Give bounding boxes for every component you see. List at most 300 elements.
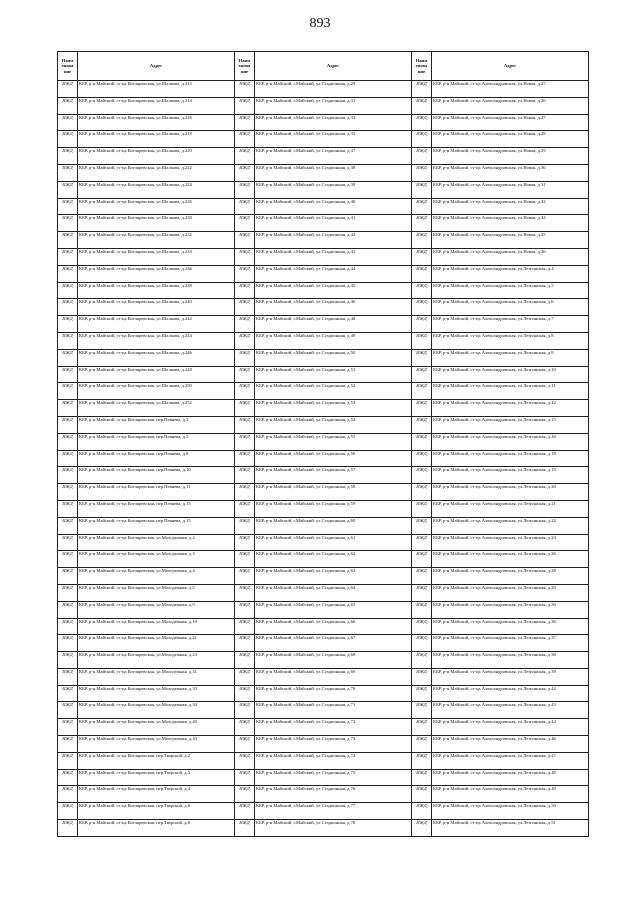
address-cell: КБР, р-н Майский, ст-ца Котляревская, ул.Шалкова, д.218 [78, 131, 235, 148]
address-cell: КБР, р-н Майский, ст-ца Александровская, ул.Лезгинская, д.20 [432, 484, 589, 501]
building-type-cell: ИЖД [235, 500, 255, 517]
building-type-cell: ИЖД [235, 416, 255, 433]
table-row [58, 719, 589, 736]
address-cell: КБР, р-н Майский, г.Майский, ул.Стадионная, д.64 [255, 584, 412, 601]
address-cell: КБР, р-н Майский, ст-ца Александровская, ул.Новая, д.28 [432, 131, 589, 148]
address-register-table [57, 51, 589, 837]
table-row [58, 181, 589, 198]
address-cell: КБР, р-н Майский, ст-ца Котляревская, ул.Шалкова, д.234 [78, 248, 235, 265]
building-type-cell: ИЖД [58, 433, 78, 450]
address-cell: КБР, р-н Майский, г.Майский, ул.Стадионная, д.67 [255, 635, 412, 652]
address-cell: КБР, р-н Майский, ст-ца Александровская, ул.Лезгинская, д.23 [432, 534, 589, 551]
table-row [58, 685, 589, 702]
building-type-cell: ИЖД [235, 349, 255, 366]
address-cell: КБР, р-н Майский, ст-ца Александровская, ул.Лезгинская, д.46 [432, 736, 589, 753]
address-cell: КБР, р-н Майский, ст-ца Александровская, ул.Новая, д.36 [432, 248, 589, 265]
table-header-row [58, 52, 589, 81]
building-type-cell: ИЖД [235, 702, 255, 719]
building-type-cell: ИЖД [58, 366, 78, 383]
building-type-cell: ИЖД [412, 164, 432, 181]
building-type-cell: ИЖД [412, 752, 432, 769]
address-cell: КБР, р-н Майский, ст-ца Котляревская, ул.Шалкова, д.252 [78, 400, 235, 417]
building-type-cell: ИЖД [412, 131, 432, 148]
address-cell: КБР, р-н Майский, ст-ца Александровская, ул.Лезгинская, д.10 [432, 366, 589, 383]
address-cell: КБР, р-н Майский, ст-ца Александровская, ул.Лезгинская, д.19 [432, 467, 589, 484]
address-cell: КБР, р-н Майский, г.Майский, ул.Стадионная, д.33 [255, 114, 412, 131]
building-type-cell: ИЖД [235, 484, 255, 501]
building-type-cell: ИЖД [412, 551, 432, 568]
table-row [58, 299, 589, 316]
building-type-cell: ИЖД [235, 265, 255, 282]
address-cell: КБР, р-н Майский, ст-ца Котляревская, ул.Шалкова, д.250 [78, 383, 235, 400]
address-cell: КБР, р-н Майский, ст-ца Котляревская, ул.Шалкова, д.244 [78, 332, 235, 349]
address-cell: КБР, р-н Майский, ст-ца Котляревская, ул.Шалкова, д.214 [78, 97, 235, 114]
address-cell: КБР, р-н Майский, ст-ца Котляревская, ул.Шалкова, д.222 [78, 164, 235, 181]
building-type-cell: ИЖД [235, 601, 255, 618]
building-type-cell: ИЖД [412, 484, 432, 501]
building-type-cell: ИЖД [58, 618, 78, 635]
address-cell: КБР, р-н Майский, ст-ца Александровская, ул.Лезгинская, д.28 [432, 568, 589, 585]
address-cell: КБР, р-н Майский, ст-ца Котляревская, пер.Тверской, д.8 [78, 820, 235, 837]
building-type-cell: ИЖД [235, 820, 255, 837]
address-cell: КБР, р-н Майский, ст-ца Александровская, ул.Лезгинская, д.30 [432, 601, 589, 618]
address-cell: КБР, р-н Майский, ст-ца Александровская, ул.Новая, д.33 [432, 215, 589, 232]
address-cell: КБР, р-н Майский, г.Майский, ул.Стадионная, д.61 [255, 534, 412, 551]
building-type-cell: ИЖД [235, 383, 255, 400]
building-type-cell: ИЖД [235, 517, 255, 534]
address-cell: КБР, р-н Майский, ст-ца Александровская, ул.Лезгинская, д.43 [432, 702, 589, 719]
address-cell: КБР, р-н Майский, ст-ца Александровская, ул.Лезгинская, д.51 [432, 820, 589, 837]
address-cell: КБР, р-н Майский, ст-ца Котляревская, пер.Тверской, д.2 [78, 752, 235, 769]
address-cell: КБР, р-н Майский, ст-ца Александровская, ул.Лезгинская, д.50 [432, 803, 589, 820]
table-row [58, 752, 589, 769]
address-cell: КБР, р-н Майский, ст-ца Александровская, ул.Лезгинская, д.22 [432, 517, 589, 534]
building-type-cell: ИЖД [58, 316, 78, 333]
address-cell: КБР, р-н Майский, ст-ца Александровская, ул.Лезгинская, д.42 [432, 685, 589, 702]
building-type-cell: ИЖД [235, 652, 255, 669]
table-body [58, 81, 589, 837]
address-cell: КБР, р-н Майский, ст-ца Александровская, ул.Новая, д.27 [432, 114, 589, 131]
address-cell: КБР, р-н Майский, г.Майский, ул.Стадионная, д.59 [255, 500, 412, 517]
building-type-cell: ИЖД [412, 450, 432, 467]
building-type-cell: ИЖД [58, 719, 78, 736]
building-type-cell: ИЖД [235, 736, 255, 753]
building-type-cell: ИЖД [412, 332, 432, 349]
address-cell: КБР, р-н Майский, г.Майский, ул.Стадионная, д.72 [255, 719, 412, 736]
building-type-cell: ИЖД [58, 148, 78, 165]
address-cell: КБР, р-н Майский, г.Майский, ул.Стадионная, д.56 [255, 450, 412, 467]
building-type-cell: ИЖД [235, 534, 255, 551]
address-cell: КБР, р-н Майский, ст-ца Котляревская, ул.Шалкова, д.226 [78, 198, 235, 215]
building-type-cell: ИЖД [235, 332, 255, 349]
address-cell: КБР, р-н Майский, г.Майский, ул.Стадионная, д.65 [255, 601, 412, 618]
building-type-cell: ИЖД [58, 383, 78, 400]
building-type-cell: ИЖД [412, 668, 432, 685]
address-cell: КБР, р-н Майский, г.Майский, ул.Стадионная, д.73 [255, 736, 412, 753]
building-type-cell: ИЖД [58, 467, 78, 484]
building-type-cell: ИЖД [412, 299, 432, 316]
building-type-cell: ИЖД [58, 97, 78, 114]
building-type-cell: ИЖД [58, 601, 78, 618]
building-type-cell: ИЖД [412, 803, 432, 820]
address-cell: КБР, р-н Майский, ст-ца Александровская, ул.Лезгинская, д.21 [432, 500, 589, 517]
address-cell: КБР, р-н Майский, ст-ца Александровская, ул.Лезгинская, д.38 [432, 652, 589, 669]
building-type-cell: ИЖД [412, 400, 432, 417]
table-row [58, 148, 589, 165]
building-type-cell: ИЖД [235, 450, 255, 467]
table-row [58, 366, 589, 383]
building-type-cell: ИЖД [235, 131, 255, 148]
table-row [58, 500, 589, 517]
address-cell: КБР, р-н Майский, ст-ца Котляревская, пер.Тверской, д.3 [78, 769, 235, 786]
address-cell: КБР, р-н Майский, г.Майский, ул.Стадионная, д.58 [255, 484, 412, 501]
building-type-cell: ИЖД [235, 433, 255, 450]
building-type-cell: ИЖД [58, 181, 78, 198]
address-cell: КБР, р-н Майский, ст-ца Котляревская, ул.Шалкова, д.242 [78, 316, 235, 333]
building-type-cell: ИЖД [58, 752, 78, 769]
address-cell: КБР, р-н Майский, ст-ца Котляревская, пер.Певнева, д.8 [78, 450, 235, 467]
address-cell: КБР, р-н Майский, г.Майский, ул.Стадионная, д.49 [255, 332, 412, 349]
building-type-cell: ИЖД [412, 685, 432, 702]
address-cell: КБР, р-н Майский, г.Майский, ул.Стадионная, д.39 [255, 181, 412, 198]
table-row [58, 131, 589, 148]
building-type-cell: ИЖД [235, 248, 255, 265]
table-row [58, 635, 589, 652]
address-cell: КБР, р-н Майский, ст-ца Котляревская, ул.Шалкова, д.232 [78, 232, 235, 249]
building-type-cell: ИЖД [412, 618, 432, 635]
building-type-cell: ИЖД [412, 500, 432, 517]
building-type-cell: ИЖД [235, 215, 255, 232]
building-type-cell: ИЖД [58, 786, 78, 803]
address-cell: КБР, р-н Майский, ст-ца Александровская, ул.Новая, д.25 [432, 81, 589, 98]
building-type-cell: ИЖД [412, 517, 432, 534]
address-cell: КБР, р-н Майский, г.Майский, ул.Стадионная, д.51 [255, 366, 412, 383]
address-cell: КБР, р-н Майский, г.Майский, ул.Стадионная, д.60 [255, 517, 412, 534]
building-type-cell: ИЖД [58, 568, 78, 585]
building-type-cell: ИЖД [412, 366, 432, 383]
address-cell: КБР, р-н Майский, ст-ца Котляревская, пер.Тверской, д.4 [78, 786, 235, 803]
address-cell: КБР, р-н Майский, г.Майский, ул.Стадионная, д.41 [255, 215, 412, 232]
address-cell: КБР, р-н Майский, г.Майский, ул.Стадионная, д.68 [255, 652, 412, 669]
table-row [58, 332, 589, 349]
building-type-cell: ИЖД [235, 752, 255, 769]
building-type-cell: ИЖД [58, 349, 78, 366]
building-type-cell: ИЖД [58, 416, 78, 433]
building-type-cell: ИЖД [235, 366, 255, 383]
address-cell: КБР, р-н Майский, ст-ца Котляревская, ул.Молодежная, д.34 [78, 702, 235, 719]
address-cell: КБР, р-н Майский, г.Майский, ул.Стадионная, д.48 [255, 316, 412, 333]
table-row [58, 265, 589, 282]
address-cell: КБР, р-н Майский, г.Майский, ул.Стадионная, д.75 [255, 769, 412, 786]
building-type-cell: ИЖД [412, 416, 432, 433]
building-type-cell: ИЖД [58, 517, 78, 534]
table-row [58, 584, 589, 601]
building-type-cell: ИЖД [58, 551, 78, 568]
address-cell: КБР, р-н Майский, ст-ца Котляревская, ул.Молодежная, д.4 [78, 568, 235, 585]
building-type-cell: ИЖД [412, 534, 432, 551]
building-type-cell: ИЖД [235, 114, 255, 131]
building-type-cell: ИЖД [58, 215, 78, 232]
address-cell: КБР, р-н Майский, г.Майский, ул.Стадионная, д.74 [255, 752, 412, 769]
address-cell: КБР, р-н Майский, ст-ца Александровская, ул.Лезгинская, д.44 [432, 719, 589, 736]
building-type-cell: ИЖД [58, 164, 78, 181]
address-cell: КБР, р-н Майский, ст-ца Александровская, ул.Лезгинская, д.11 [432, 383, 589, 400]
building-type-cell: ИЖД [235, 584, 255, 601]
table-row [58, 551, 589, 568]
building-type-cell: ИЖД [58, 685, 78, 702]
address-cell: КБР, р-н Майский, ст-ца Александровская, ул.Лезгинская, д.12 [432, 400, 589, 417]
address-cell: КБР, р-н Майский, г.Майский, ул.Стадионная, д.40 [255, 198, 412, 215]
address-cell: КБР, р-н Майский, г.Майский, ул.Стадионная, д.66 [255, 618, 412, 635]
table-row [58, 316, 589, 333]
address-cell: КБР, р-н Майский, ст-ца Котляревская, ул.Шалкова, д.212 [78, 81, 235, 98]
table-row [58, 114, 589, 131]
building-type-cell: ИЖД [58, 635, 78, 652]
address-cell: КБР, р-н Майский, ст-ца Котляревская, ул.Молодежная, д.10 [78, 618, 235, 635]
address-cell: КБР, р-н Майский, г.Майский, ул.Стадионная, д.78 [255, 820, 412, 837]
building-type-cell: ИЖД [412, 433, 432, 450]
building-type-cell: ИЖД [235, 400, 255, 417]
table-row [58, 198, 589, 215]
table-row [58, 400, 589, 417]
address-cell: КБР, р-н Майский, ст-ца Котляревская, ул.Молодежная, д.21 [78, 635, 235, 652]
address-cell: КБР, р-н Майский, ст-ца Александровская, ул.Новая, д.26 [432, 97, 589, 114]
address-cell: КБР, р-н Майский, г.Майский, ул.Стадионная, д.70 [255, 685, 412, 702]
address-cell: КБР, р-н Майский, ст-ца Александровская, ул.Лезгинская, д.16 [432, 433, 589, 450]
building-type-cell: ИЖД [412, 198, 432, 215]
table-row [58, 349, 589, 366]
building-type-cell: ИЖД [58, 484, 78, 501]
building-type-cell: ИЖД [58, 299, 78, 316]
building-type-cell: ИЖД [412, 349, 432, 366]
address-cell: КБР, р-н Майский, ст-ца Котляревская, пер.Тверской, д.6 [78, 803, 235, 820]
building-type-cell: ИЖД [235, 685, 255, 702]
building-type-cell: ИЖД [58, 131, 78, 148]
building-type-cell: ИЖД [235, 803, 255, 820]
building-type-cell: ИЖД [235, 316, 255, 333]
address-cell: КБР, р-н Майский, г.Майский, ул.Стадионная, д.31 [255, 97, 412, 114]
building-type-cell: ИЖД [58, 584, 78, 601]
table-row [58, 668, 589, 685]
building-type-cell: ИЖД [58, 450, 78, 467]
address-cell: КБР, р-н Майский, ст-ца Котляревская, ул.Шалкова, д.220 [78, 148, 235, 165]
address-cell: КБР, р-н Майский, г.Майский, ул.Стадионная, д.37 [255, 148, 412, 165]
address-cell: КБР, р-н Майский, г.Майский, ул.Стадионная, д.76 [255, 786, 412, 803]
building-type-cell: ИЖД [58, 534, 78, 551]
table-row [58, 484, 589, 501]
address-cell: КБР, р-н Майский, г.Майский, ул.Стадионная, д.52 [255, 383, 412, 400]
table-row [58, 467, 589, 484]
building-type-cell: ИЖД [58, 500, 78, 517]
address-cell: КБР, р-н Майский, г.Майский, ул.Стадионная, д.29 [255, 81, 412, 98]
address-cell: КБР, р-н Майский, ст-ца Александровская, ул.Лезгинская, д.15 [432, 416, 589, 433]
table-row [58, 568, 589, 585]
address-cell: КБР, р-н Майский, ст-ца Александровская, ул.Новая, д.32 [432, 198, 589, 215]
address-cell: КБР, р-н Майский, ст-ца Александровская, ул.Новая, д.30 [432, 164, 589, 181]
address-cell: КБР, р-н Майский, г.Майский, ул.Стадионная, д.50 [255, 349, 412, 366]
address-cell: КБР, р-н Майский, ст-ца Александровская, ул.Лезгинская, д.7 [432, 316, 589, 333]
table-row [58, 652, 589, 669]
address-cell: КБР, р-н Майский, ст-ца Александровская, ул.Новая, д.35 [432, 232, 589, 249]
address-cell: КБР, р-н Майский, г.Майский, ул.Стадионная, д.46 [255, 299, 412, 316]
building-type-cell: ИЖД [412, 316, 432, 333]
address-cell: КБР, р-н Майский, ст-ца Александровская, ул.Лезгинская, д.36 [432, 618, 589, 635]
building-type-cell: ИЖД [412, 601, 432, 618]
address-cell: КБР, р-н Майский, ст-ца Александровская, ул.Лезгинская, д.9 [432, 349, 589, 366]
address-cell: КБР, р-н Майский, ст-ца Котляревская, ул.Шалкова, д.236 [78, 265, 235, 282]
address-cell: КБР, р-н Майский, г.Майский, ул.Стадионная, д.71 [255, 702, 412, 719]
building-type-cell: ИЖД [58, 668, 78, 685]
address-cell: КБР, р-н Майский, ст-ца Котляревская, ул.Шалкова, д.246 [78, 349, 235, 366]
building-type-cell: ИЖД [412, 215, 432, 232]
address-cell: КБР, р-н Майский, ст-ца Александровская, ул.Новая, д.31 [432, 181, 589, 198]
address-cell: КБР, р-н Майский, ст-ца Котляревская, ул.Молодежная, д.23 [78, 652, 235, 669]
table-row [58, 416, 589, 433]
building-type-cell: ИЖД [235, 232, 255, 249]
building-type-cell: ИЖД [58, 265, 78, 282]
building-type-cell: ИЖД [235, 467, 255, 484]
header-address-3: Адрес [432, 52, 589, 81]
building-type-cell: ИЖД [412, 568, 432, 585]
building-type-cell: ИЖД [412, 383, 432, 400]
building-type-cell: ИЖД [235, 282, 255, 299]
table-row [58, 618, 589, 635]
building-type-cell: ИЖД [58, 652, 78, 669]
header-address-2: Адрес [255, 52, 412, 81]
address-cell: КБР, р-н Майский, ст-ца Котляревская, пер.Певнева, д.10 [78, 467, 235, 484]
address-cell: КБР, р-н Майский, ст-ца Котляревская, пер.Певнева, д.13 [78, 500, 235, 517]
building-type-cell: ИЖД [58, 282, 78, 299]
address-cell: КБР, р-н Майский, г.Майский, ул.Стадионная, д.57 [255, 467, 412, 484]
building-type-cell: ИЖД [412, 719, 432, 736]
address-cell: КБР, р-н Майский, ст-ца Котляревская, ул.Молодежная, д.31 [78, 668, 235, 685]
building-type-cell: ИЖД [412, 584, 432, 601]
building-type-cell: ИЖД [58, 400, 78, 417]
building-type-cell: ИЖД [235, 786, 255, 803]
table-row [58, 534, 589, 551]
building-type-cell: ИЖД [235, 148, 255, 165]
building-type-cell: ИЖД [412, 736, 432, 753]
address-cell: КБР, р-н Майский, ст-ца Котляревская, ул.Шалкова, д.230 [78, 215, 235, 232]
address-cell: КБР, р-н Майский, ст-ца Александровская, ул.Лезгинская, д.47 [432, 752, 589, 769]
header-type-2: Наим енова ние [235, 52, 255, 81]
address-cell: КБР, р-н Майский, г.Майский, ул.Стадионная, д.45 [255, 282, 412, 299]
building-type-cell: ИЖД [412, 702, 432, 719]
address-cell: КБР, р-н Майский, ст-ца Котляревская, пер.Певнева, д.11 [78, 484, 235, 501]
building-type-cell: ИЖД [58, 248, 78, 265]
address-cell: КБР, р-н Майский, г.Майский, ул.Стадионная, д.38 [255, 164, 412, 181]
building-type-cell: ИЖД [412, 232, 432, 249]
building-type-cell: ИЖД [235, 198, 255, 215]
address-cell: КБР, р-н Майский, ст-ца Александровская, ул.Лезгинская, д.29 [432, 584, 589, 601]
building-type-cell: ИЖД [58, 820, 78, 837]
address-cell: КБР, р-н Майский, ст-ца Котляревская, ул.Молодежная, д.9 [78, 601, 235, 618]
address-cell: КБР, р-н Майский, ст-ца Александровская, ул.Лезгинская, д.6 [432, 299, 589, 316]
address-cell: КБР, р-н Майский, г.Майский, ул.Стадионная, д.54 [255, 416, 412, 433]
table-row [58, 248, 589, 265]
address-cell: КБР, р-н Майский, ст-ца Александровская, ул.Лезгинская, д.18 [432, 450, 589, 467]
building-type-cell: ИЖД [58, 332, 78, 349]
building-type-cell: ИЖД [412, 820, 432, 837]
table-row [58, 97, 589, 114]
table-row [58, 702, 589, 719]
table-row [58, 803, 589, 820]
building-type-cell: ИЖД [58, 198, 78, 215]
building-type-cell: ИЖД [235, 97, 255, 114]
address-cell: КБР, р-н Майский, ст-ца Котляревская, пер.Певнева, д.15 [78, 517, 235, 534]
building-type-cell: ИЖД [412, 148, 432, 165]
address-cell: КБР, р-н Майский, г.Майский, ул.Стадионная, д.63 [255, 568, 412, 585]
building-type-cell: ИЖД [412, 652, 432, 669]
building-type-cell: ИЖД [235, 551, 255, 568]
building-type-cell: ИЖД [412, 81, 432, 98]
address-cell: КБР, р-н Майский, ст-ца Александровская, ул.Лезгинская, д.5 [432, 282, 589, 299]
building-type-cell: ИЖД [412, 114, 432, 131]
table-row [58, 215, 589, 232]
table-row [58, 232, 589, 249]
address-cell: КБР, р-н Майский, г.Майский, ул.Стадионная, д.35 [255, 131, 412, 148]
address-cell: КБР, р-н Майский, г.Майский, ул.Стадионная, д.55 [255, 433, 412, 450]
table-row [58, 517, 589, 534]
address-cell: КБР, р-н Майский, ст-ца Котляревская, ул.Шалкова, д.216 [78, 114, 235, 131]
address-cell: КБР, р-н Майский, ст-ца Котляревская, ул.Шалкова, д.248 [78, 366, 235, 383]
table-row [58, 769, 589, 786]
address-cell: КБР, р-н Майский, ст-ца Котляревская, ул.Шалкова, д.224 [78, 181, 235, 198]
building-type-cell: ИЖД [58, 81, 78, 98]
table-row [58, 433, 589, 450]
building-type-cell: ИЖД [412, 282, 432, 299]
address-cell: КБР, р-н Майский, ст-ца Котляревская, ул.Шалкова, д.240 [78, 299, 235, 316]
building-type-cell: ИЖД [235, 181, 255, 198]
building-type-cell: ИЖД [235, 81, 255, 98]
building-type-cell: ИЖД [58, 702, 78, 719]
building-type-cell: ИЖД [58, 803, 78, 820]
building-type-cell: ИЖД [58, 232, 78, 249]
building-type-cell: ИЖД [412, 181, 432, 198]
table-row [58, 601, 589, 618]
address-cell: КБР, р-н Майский, ст-ца Котляревская, ул.Молодежная, д.33 [78, 685, 235, 702]
address-cell: КБР, р-н Майский, ст-ца Котляревская, пер.Певнева, д.5 [78, 433, 235, 450]
building-type-cell: ИЖД [412, 467, 432, 484]
address-cell: КБР, р-н Майский, ст-ца Александровская, ул.Лезгинская, д.4 [432, 265, 589, 282]
table-row [58, 450, 589, 467]
address-cell: КБР, р-н Майский, г.Майский, ул.Стадионная, д.53 [255, 400, 412, 417]
address-cell: КБР, р-н Майский, ст-ца Александровская, ул.Лезгинская, д.37 [432, 635, 589, 652]
building-type-cell: ИЖД [235, 299, 255, 316]
address-cell: КБР, р-н Майский, ст-ца Александровская, ул.Лезгинская, д.8 [432, 332, 589, 349]
address-cell: КБР, р-н Майский, ст-ца Котляревская, ул.Шалкова, д.238 [78, 282, 235, 299]
header-address-1: Адрес [78, 52, 235, 81]
building-type-cell: ИЖД [412, 769, 432, 786]
address-cell: КБР, р-н Майский, г.Майский, ул.Стадионная, д.44 [255, 265, 412, 282]
address-cell: КБР, р-н Майский, г.Майский, ул.Стадионная, д.77 [255, 803, 412, 820]
address-cell: КБР, р-н Майский, ст-ца Александровская, ул.Лезгинская, д.39 [432, 668, 589, 685]
building-type-cell: ИЖД [58, 769, 78, 786]
table-row [58, 164, 589, 181]
address-cell: КБР, р-н Майский, ст-ца Александровская, ул.Лезгинская, д.26 [432, 551, 589, 568]
address-cell: КБР, р-н Майский, ст-ца Котляревская, ул.Молодежная, д.40 [78, 719, 235, 736]
header-type-1: Наим енова ние [58, 52, 78, 81]
address-cell: КБР, р-н Майский, г.Майский, ул.Стадионная, д.43 [255, 248, 412, 265]
address-cell: КБР, р-н Майский, ст-ца Котляревская, ул.Молодежная, д.2 [78, 534, 235, 551]
building-type-cell: ИЖД [235, 719, 255, 736]
address-cell: КБР, р-н Майский, ст-ца Котляревская, ул.Молодежная, д.3 [78, 551, 235, 568]
address-cell: КБР, р-н Майский, г.Майский, ул.Стадионная, д.69 [255, 668, 412, 685]
table-row [58, 383, 589, 400]
address-cell: КБР, р-н Майский, ст-ца Александровская, ул.Лезгинская, д.48 [432, 769, 589, 786]
building-type-cell: ИЖД [412, 786, 432, 803]
building-type-cell: ИЖД [235, 769, 255, 786]
